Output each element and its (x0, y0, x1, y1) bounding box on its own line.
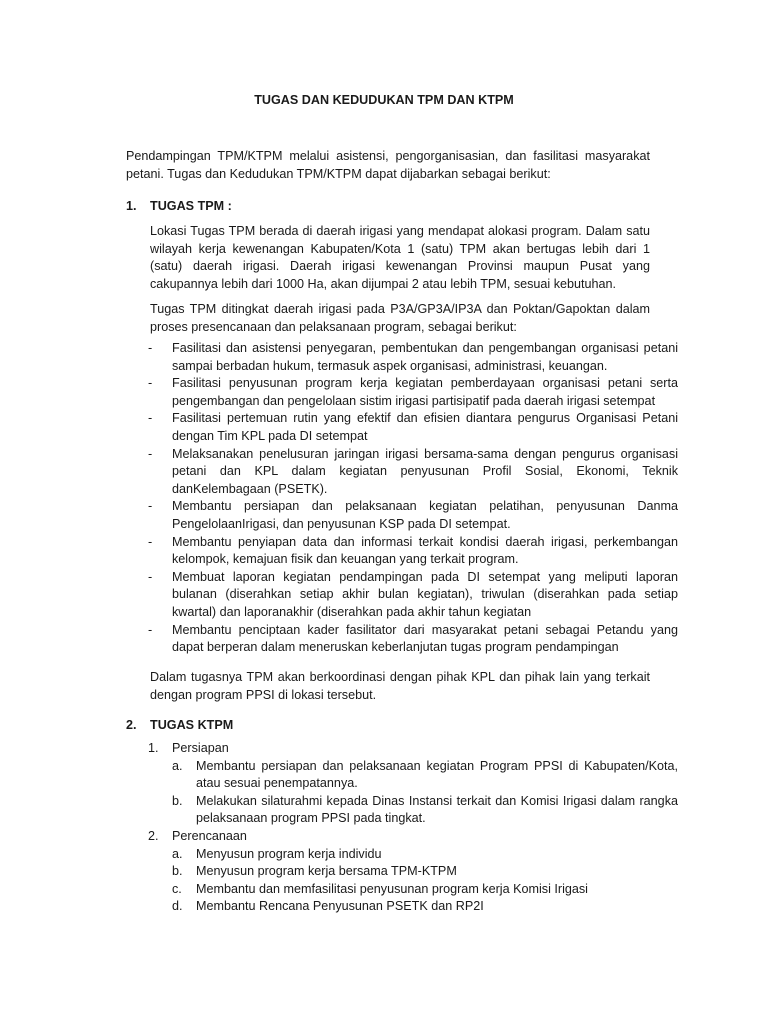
sub-list-marker: a. (172, 846, 183, 861)
bullet-dash: - (148, 341, 153, 355)
sub-list-text: Menyusun program kerja individu (196, 846, 382, 861)
document-title: TUGAS DAN KEDUDUKAN TPM DAN KTPM (254, 93, 514, 107)
intro-paragraph: Pendampingan TPM/KTPM melalui asistensi, pengorganisasian, dan fasilitasi masyarakat petani. Tugas dan Kedudukan TPM/KTPM dapat dijabarkan sebagai berikut: (126, 149, 650, 181)
sub-list-item (172, 758, 678, 793)
sub-list-marker: b. (172, 793, 183, 808)
list-item-text: Membantu penyiapan data dan informasi terkait kondisi daerah irigasi, perkembangan kelompok, kemajuan fisik dan keuangan yang terkait program. (172, 534, 678, 567)
sub-list-item (172, 863, 678, 881)
section-1-title: TUGAS TPM : (150, 199, 232, 213)
sub-list-text: Membantu persiapan dan pelaksanaan kegiatan Program PPSI di Kabupaten/Kota, atau sesuai penempatannya. (196, 758, 678, 791)
sub-list-marker: d. (172, 899, 183, 914)
bullet-dash: - (148, 534, 153, 549)
list-number: 2. (148, 828, 159, 843)
sub-list-text: Melakukan silaturahmi kepada Dinas Instansi terkait dan Komisi Irigasi dalam rangka pelaksanaan program PPSI pada tingkat. (196, 793, 678, 826)
list-item (148, 340, 678, 375)
bullet-dash: - (148, 411, 153, 426)
list-item-text: Membantu penciptaan kader fasilitator dari masyarakat petani sebagai Petandu yang dapat berperan dalam meneruskan keberlanjutan tugas program pendampingan (172, 622, 678, 655)
list-item-text: Melaksanakan penelusuran jaringan irigasi bersama-sama dengan pengurus organisasi petani dan KPL dalam kegiatan penyusunan Profil Sosial, Ekonomi, Teknik danKelembagaan (PSETK). (172, 446, 678, 496)
list-item (148, 622, 678, 657)
ktpm-task-list (148, 740, 678, 916)
sub-list-text: Menyusun program kerja bersama TPM-KTPM (196, 864, 457, 879)
list-number: 1. (148, 741, 159, 755)
tpm-task-list (148, 340, 678, 657)
list-item-text: Membantu persiapan dan pelaksanaan kegiatan pelatihan, penyusunan Danma PengelolaanIrigasi, dan penyusunan KSP pada DI setempat. (172, 499, 678, 531)
section-2-title: TUGAS KTPM (150, 718, 234, 732)
bullet-dash: - (148, 622, 153, 637)
sub-list-text: Membantu Rencana Penyusunan PSETK dan RP2I (196, 899, 484, 914)
sub-list-item (172, 793, 678, 828)
section-2-number: 2. (126, 718, 137, 732)
sub-list-marker: a. (172, 758, 183, 773)
bullet-dash: - (148, 569, 153, 584)
list-item-text: Membuat laporan kegiatan pendampingan pada DI setempat yang meliputi laporan bulanan (diserahkan setiap akhir bulan kegiatan), triwulan (diserahkan pada setiap kwartal) dan laporanakhir (diserahkan pada akhir tahun kegiatan (172, 569, 678, 619)
list-item (148, 498, 678, 533)
sub-list-marker: c. (172, 881, 182, 896)
bullet-dash: - (148, 376, 153, 391)
bullet-dash: - (148, 446, 153, 461)
sub-list-text: Membantu dan memfasilitasi penyusunan program kerja Komisi Irigasi (196, 881, 588, 896)
sub-list-item (172, 846, 678, 864)
list-item (148, 740, 678, 828)
sub-list-marker: b. (172, 864, 183, 879)
section-1-paragraph-1: Lokasi Tugas TPM berada di daerah irigasi yang mendapat alokasi program. Dalam satu wilayah kerja kewenangan Kabupaten/Kota 1 (satu) TPM akan bertugas lebih dari 1 (satu) daerah irigasi. Daerah irigasi kewenangan Provinsi maupun Pusat yang cakupannya lebih dari 1000 Ha, akan dijumpai 2 atau lebih TPM, sesuai kebutuhan. (150, 224, 650, 291)
list-item (148, 569, 678, 622)
list-item (148, 446, 678, 499)
bullet-dash: - (148, 499, 153, 514)
section-1-heading (126, 198, 232, 216)
list-item (148, 828, 678, 916)
list-item-label: Persiapan (172, 741, 229, 755)
section-1-number: 1. (126, 199, 137, 213)
sub-list-item (172, 881, 678, 899)
sub-list (172, 758, 678, 828)
section-1-closing: Dalam tugasnya TPM akan berkoordinasi dengan pihak KPL dan pihak lain yang terkait dengan program PPSI di lokasi tersebut. (150, 670, 650, 702)
sub-list-item (172, 898, 678, 916)
list-item (148, 375, 678, 410)
list-item (148, 534, 678, 569)
sub-list (172, 846, 678, 916)
list-item (148, 410, 678, 445)
list-item-label: Perencanaan (172, 828, 247, 843)
list-item-text: Fasilitasi pertemuan rutin yang efektif dan efisien diantara pengurus Organisasi Petani dengan Tim KPL pada DI setempat (172, 411, 678, 443)
section-1-paragraph-2: Tugas TPM ditingkat daerah irigasi pada P3A/GP3A/IP3A dan Poktan/Gapoktan dalam proses presencanaan dan pelaksanaan program, sebagai berikut: (150, 302, 650, 334)
section-2-heading (126, 717, 233, 735)
list-item-text: Fasilitasi penyusunan program kerja kegiatan pemberdayaan organisasi petani serta pengembangan dan pengelolaan sistim irigasi partisipatif pada daerah irigasi setempat (172, 376, 678, 408)
list-item-text: Fasilitasi dan asistensi penyegaran, pembentukan dan pengembangan organisasi petani sampai berbadan hukum, termasuk aspek organisasi, administrasi, keuangan. (172, 341, 678, 373)
